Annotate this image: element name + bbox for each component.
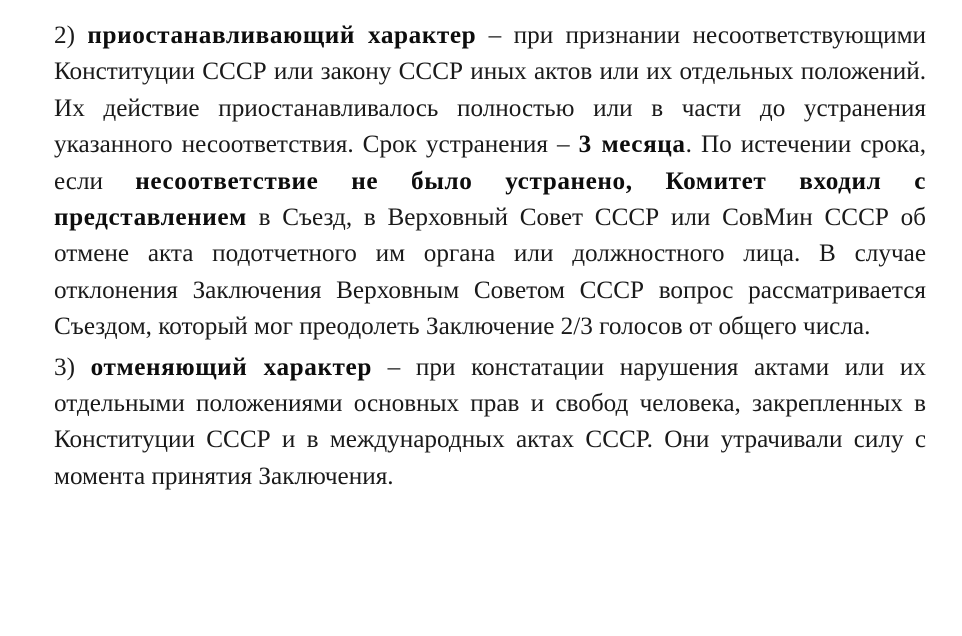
item-2-text-2: . По истечении срока, если bbox=[54, 131, 926, 195]
item-2-text-1: – при признании несоответствующими Конституции СССР или закону СССР иных актов или их отдельных положений. Их действие приостанавливалось полностью или в части до устранения указанного несоответствия. Срок устранения – bbox=[54, 22, 927, 159]
item-2-deadline: 3 месяца bbox=[578, 131, 686, 159]
item-2-condition: несоответствие не было устранено, Комитет входил с представлением bbox=[54, 167, 926, 232]
document-body bbox=[54, 18, 926, 495]
item-3-paragraph bbox=[54, 350, 926, 496]
item-3-term: отменяющий характер bbox=[90, 353, 372, 381]
clipped-heading-area bbox=[0, 0, 962, 8]
item-2-term: приостанавливающий характер bbox=[87, 22, 477, 49]
item-2-paragraph bbox=[54, 18, 926, 346]
item-2-text-3: в Съезд, в Верховный Совет СССР или СовМин СССР об отмене акта подотчетного им органа или должностного лица. В случае отклонения Заключения Верховным Советом СССР вопрос рассматривается Съездом, который мог преодолеть Заключение 2/3 голосов от общего числа. bbox=[54, 204, 926, 341]
item-2-number: 2) bbox=[54, 22, 75, 49]
item-3-number: 3) bbox=[54, 353, 75, 381]
item-3-text-1: – при констатации нарушения актами или их отдельными положениями основных прав и свобод человека, закрепленных в Конституции СССР и в международных актах СССР. Они утрачивали силу с момента принятия Заключения. bbox=[54, 353, 927, 490]
